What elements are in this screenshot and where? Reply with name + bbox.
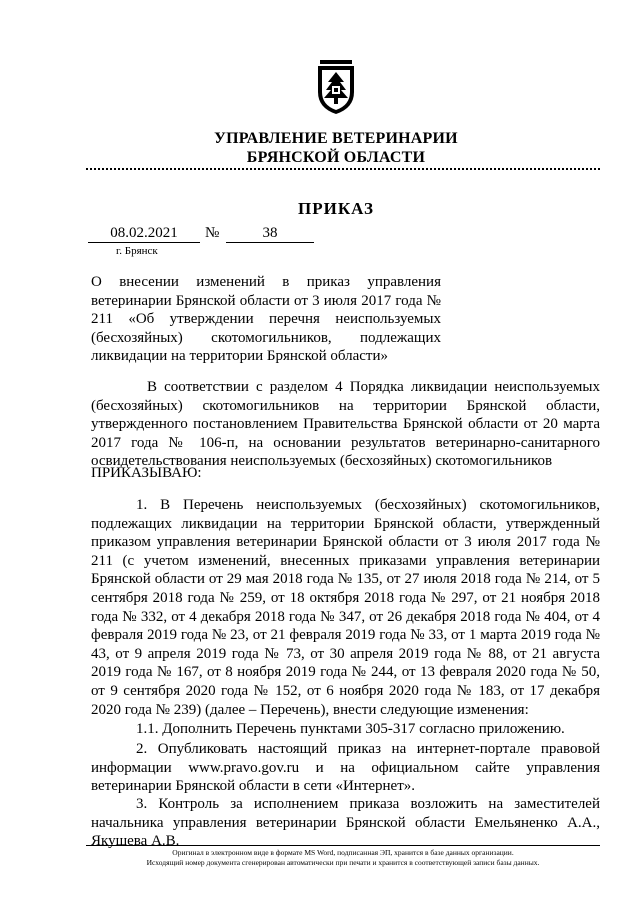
item-3-paragraph: 3. Контроль за исполнением приказа возложить на заместителей начальника управления ветеринарии Брянской области Емельяненко А.А., Якушева А.В. — [91, 796, 600, 850]
organization-name: УПРАВЛЕНИЕ ВЕТЕРИНАРИИ — [214, 130, 458, 147]
header-divider — [86, 168, 600, 170]
number-sign: № — [205, 225, 220, 241]
item-1-1-paragraph: 1.1. Дополнить Перечень пунктами 305-317 согласно приложению. — [136, 721, 565, 737]
coat-of-arms-icon — [314, 60, 358, 116]
item-2-paragraph: 2. Опубликовать настоящий приказ на интернет-портале правовой информации www.pravo.gov.ru и на официальном сайте управления ветеринарии Брянской области в сети «Интернет». — [91, 741, 600, 795]
footer-note-original: Оригинал в электронном виде в формате MS Word, подписанная ЭП, хранится в базе данных организации. — [172, 848, 514, 857]
order-word: ПРИКАЗЫВАЮ: — [91, 465, 202, 481]
organization-region: БРЯНСКОЙ ОБЛАСТИ — [246, 149, 426, 166]
document-date: 08.02.2021 — [88, 224, 200, 243]
item-1-paragraph: 1. В Перечень неиспользуемых (бесхозяйных) скотомогильников, подлежащих ликвидации на территории Брянской области, утвержденный приказом управления ветеринарии Брянской области от 3 июля 2017 года № 211 (с учетом изменений, внесенных приказами управления ветеринарии Брянской области от 29 мая 2018 года № 135, от 27 июля 2018 года № 214, от 5 сентября 2018 года № 259, от 18 октября 2018 года № 297, от 21 ноября 2018 года № 332, от 4 декабря 2018 года № 347, от 26 декабря 2018 года № 404, от 4 февраля 2019 года № 23, от 21 февраля 2019 года № 33, от 1 марта 2019 года № 43, от 9 апреля 2019 года № 73, от 30 апреля 2019 года № 88, от 21 августа 2019 года № 167, от 8 ноября 2019 года № 244, от 13 февраля 2020 года № 50, от 9 сентября 2020 года № 152, от 6 ноября 2020 года № 183, от 17 декабря 2020 года № 239) (далее – Перечень), внести следующие изменения: — [91, 497, 600, 718]
document-subject: О внесении изменений в приказ управления ветеринарии Брянской области от 3 июля 2017 года № 211 «Об утверждении перечня неиспользуемых (бесхозяйных) скотомогильников, подлежащих ликвидации на территории Брянской области» — [91, 274, 441, 365]
document-number: 38 — [226, 224, 314, 243]
preamble-paragraph: В соответствии с разделом 4 Порядка ликвидации неиспользуемых (бесхозяйных) скотомогильников на территории Брянской области, утвержденного постановлением Правительства Брянской области от 20 марта 2017 года № 106-п, на основании результатов ветеринарно-санитарного освидетельствования неиспользуемых (бесхозяйных) скотомогильников — [91, 379, 600, 470]
document-title: ПРИКАЗ — [298, 199, 374, 218]
document-city: г. Брянск — [116, 245, 158, 257]
footer-divider — [86, 845, 600, 846]
footer-note-number: Исходящий номер документа сгенерирован автоматически при печати и хранится в соответствующей записи базы данных. — [146, 858, 540, 867]
